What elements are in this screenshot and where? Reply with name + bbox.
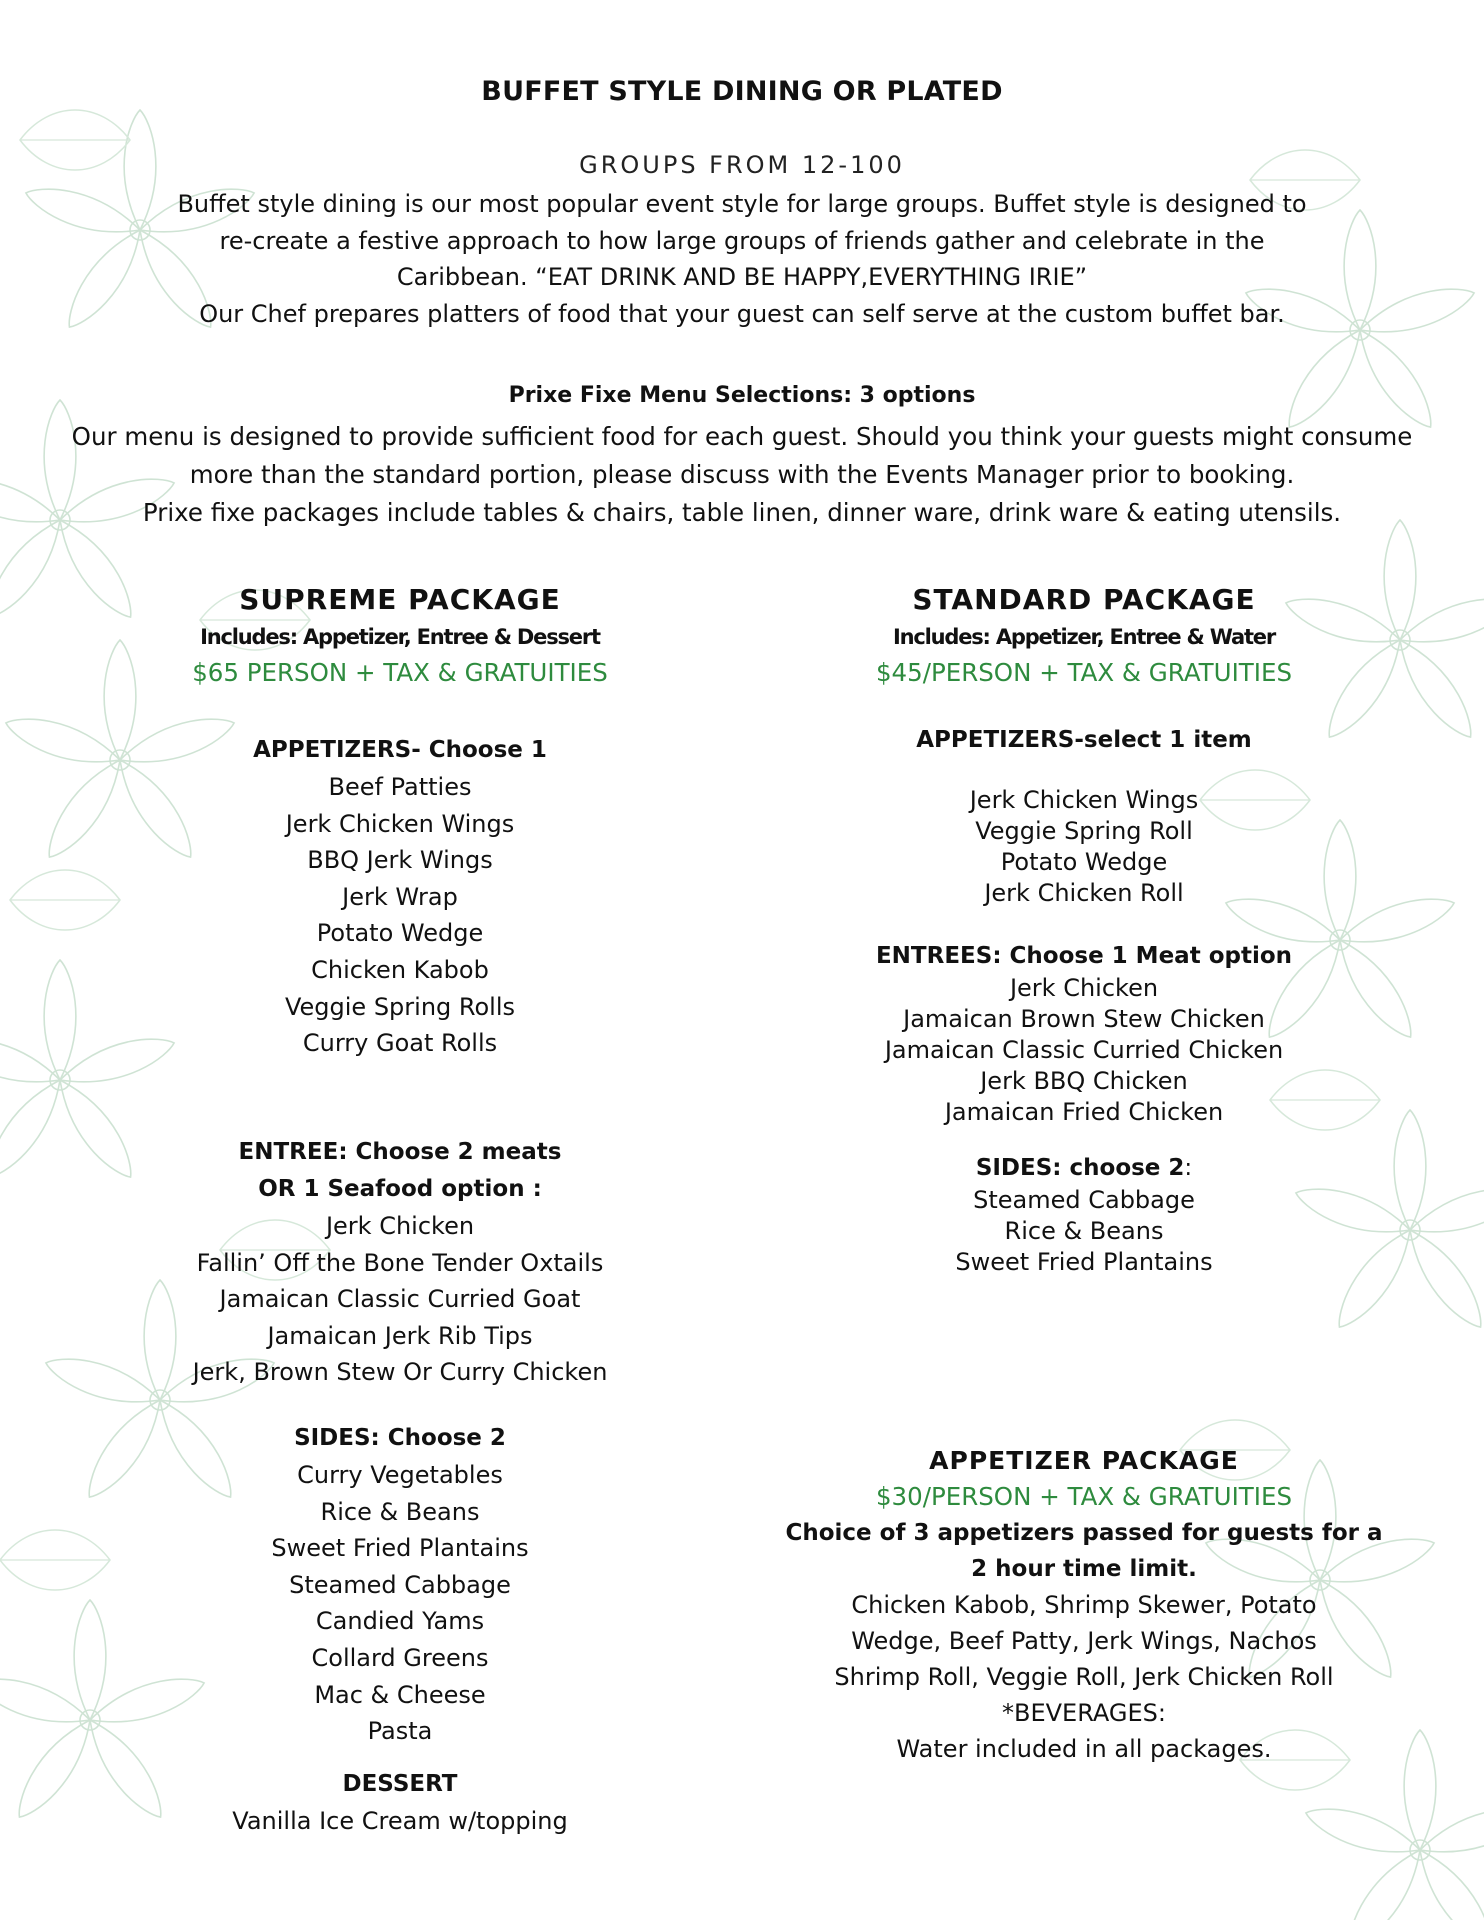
- intro-line: Caribbean. “EAT DRINK AND BE HAPPY,EVERYTHING IRIE”: [396, 263, 1088, 291]
- appetizer-package-desc: Choice of 3 appetizers passed for guests for a: [785, 1520, 1383, 1546]
- supreme-includes: Includes: Appetizer, Entree & Dessert: [200, 625, 600, 649]
- supreme-appetizers: [90, 732, 710, 1062]
- list-item: Jerk Chicken Wings: [969, 786, 1199, 814]
- list-item: Collard Greens: [311, 1643, 489, 1672]
- intro-line: Our Chef prepares platters of food that your guest can self serve at the custom buffet bar.: [199, 299, 1285, 328]
- list-item: Curry Goat Rolls: [302, 1029, 498, 1058]
- appetizer-package-items: Wedge, Beef Patty, Jerk Wings, Nachos: [851, 1627, 1317, 1655]
- list-item: Jerk Chicken Wings: [285, 809, 515, 838]
- supreme-appetizers-head: APPETIZERS- Choose 1: [253, 737, 547, 763]
- standard-sides: [774, 1152, 1394, 1278]
- list-item: Sweet Fried Plantains: [955, 1248, 1213, 1276]
- standard-appetizers-list: [774, 785, 1394, 909]
- list-item: Beef Patties: [328, 773, 472, 801]
- list-item: Potato Wedge: [316, 919, 484, 948]
- list-item: Chicken Kabob: [311, 955, 489, 984]
- supreme-entrees: [90, 1134, 710, 1391]
- list-item: Jerk BBQ Chicken: [980, 1067, 1188, 1095]
- prix-fixe-title: Prixe Fixe Menu Selections: 3 options: [508, 383, 976, 408]
- standard-sides-colon: :: [1184, 1155, 1193, 1181]
- list-item: Veggie Spring Rolls: [284, 992, 516, 1021]
- standard-entrees: [774, 940, 1394, 1128]
- supreme-entree-head: OR 1 Seafood option :: [258, 1176, 542, 1202]
- page-subtitle: GROUPS FROM 12-100: [579, 151, 905, 179]
- list-item: Steamed Cabbage: [973, 1186, 1195, 1214]
- list-item: Jerk Chicken: [1009, 974, 1159, 1002]
- list-item: Jamaican Fried Chicken: [944, 1098, 1224, 1126]
- standard-title: STANDARD PACKAGE: [912, 583, 1256, 616]
- list-item: Rice & Beans: [320, 1497, 480, 1526]
- appetizer-package: [774, 1443, 1394, 1767]
- standard-sides-head-row: [774, 1152, 1394, 1185]
- list-item: Jerk Wrap: [342, 882, 458, 911]
- list-item: Jerk Chicken Roll: [984, 879, 1184, 907]
- list-item: Veggie Spring Roll: [975, 817, 1193, 845]
- list-item: Jerk, Brown Stew Or Curry Chicken: [192, 1358, 608, 1387]
- list-item: Potato Wedge: [1000, 848, 1168, 876]
- standard-appetizers: [774, 722, 1394, 759]
- standard-price: $45/PERSON + TAX & GRATUITIES: [875, 658, 1293, 687]
- appetizer-package-desc: 2 hour time limit.: [971, 1556, 1197, 1582]
- list-item: Jamaican Classic Curried Goat: [219, 1285, 581, 1314]
- list-item: Jamaican Classic Curried Chicken: [884, 1036, 1284, 1064]
- list-item: Curry Vegetables: [297, 1461, 503, 1489]
- list-item: Vanilla Ice Cream w/topping: [232, 1807, 568, 1835]
- list-item: Sweet Fried Plantains: [271, 1534, 529, 1563]
- appetizer-package-items: Chicken Kabob, Shrimp Skewer, Potato: [851, 1591, 1317, 1619]
- prix-fixe-paragraph: [10, 418, 1474, 532]
- list-item: Jerk Chicken: [325, 1212, 475, 1240]
- appetizer-package-price: $30/PERSON + TAX & GRATUITIES: [875, 1482, 1293, 1511]
- list-item: Jamaican Brown Stew Chicken: [903, 1005, 1265, 1033]
- list-item: Fallin’ Off the Bone Tender Oxtails: [196, 1248, 604, 1277]
- intro-line: re-create a festive approach to how large groups of friends gather and celebrate in the: [219, 226, 1265, 255]
- supreme-dessert-head: DESSERT: [342, 1771, 458, 1797]
- list-item: Steamed Cabbage: [289, 1570, 511, 1599]
- standard-entrees-head: ENTREES: Choose 1 Meat option: [875, 943, 1293, 969]
- supreme-dessert: [90, 1766, 710, 1840]
- supreme-sides: [90, 1420, 710, 1750]
- beverages-head: *BEVERAGES:: [1002, 1699, 1166, 1727]
- standard-includes: Includes: Appetizer, Entree & Water: [893, 625, 1275, 649]
- supreme-entree-head: ENTREE: Choose 2 meats: [238, 1139, 562, 1165]
- intro-line: Buffet style dining is our most popular event style for large groups. Buffet style is designed to: [177, 190, 1307, 218]
- supreme-title: SUPREME PACKAGE: [239, 583, 561, 616]
- appetizer-package-title: APPETIZER PACKAGE: [929, 1446, 1239, 1475]
- appetizer-package-items: Shrimp Roll, Veggie Roll, Jerk Chicken Roll: [834, 1663, 1334, 1691]
- supreme-sides-head: SIDES: Choose 2: [294, 1425, 506, 1451]
- page-title: BUFFET STYLE DINING OR PLATED: [481, 76, 1003, 107]
- standard-appetizers-head: APPETIZERS-select 1 item: [916, 727, 1252, 753]
- list-item: Jamaican Jerk Rib Tips: [267, 1321, 533, 1350]
- standard-sides-head: SIDES: choose 2: [975, 1155, 1185, 1181]
- supreme-price: $65 PERSON + TAX & GRATUITIES: [192, 658, 608, 687]
- list-item: Candied Yams: [315, 1607, 485, 1636]
- list-item: Rice & Beans: [1004, 1217, 1164, 1245]
- intro-paragraph: [100, 186, 1384, 332]
- beverages-note: Water included in all packages.: [896, 1735, 1272, 1763]
- prix-fixe-line: Prixe fixe packages include tables & chairs, table linen, dinner ware, drink ware & eating utensils.: [142, 498, 1342, 527]
- list-item: BBQ Jerk Wings: [307, 846, 493, 875]
- list-item: Mac & Cheese: [314, 1680, 486, 1709]
- prix-fixe-line: Our menu is designed to provide sufficient food for each guest. Should you think your guests might consume: [71, 422, 1413, 451]
- prix-fixe-line: more than the standard portion, please discuss with the Events Manager prior to booking.: [189, 460, 1295, 489]
- list-item: Pasta: [367, 1717, 433, 1746]
